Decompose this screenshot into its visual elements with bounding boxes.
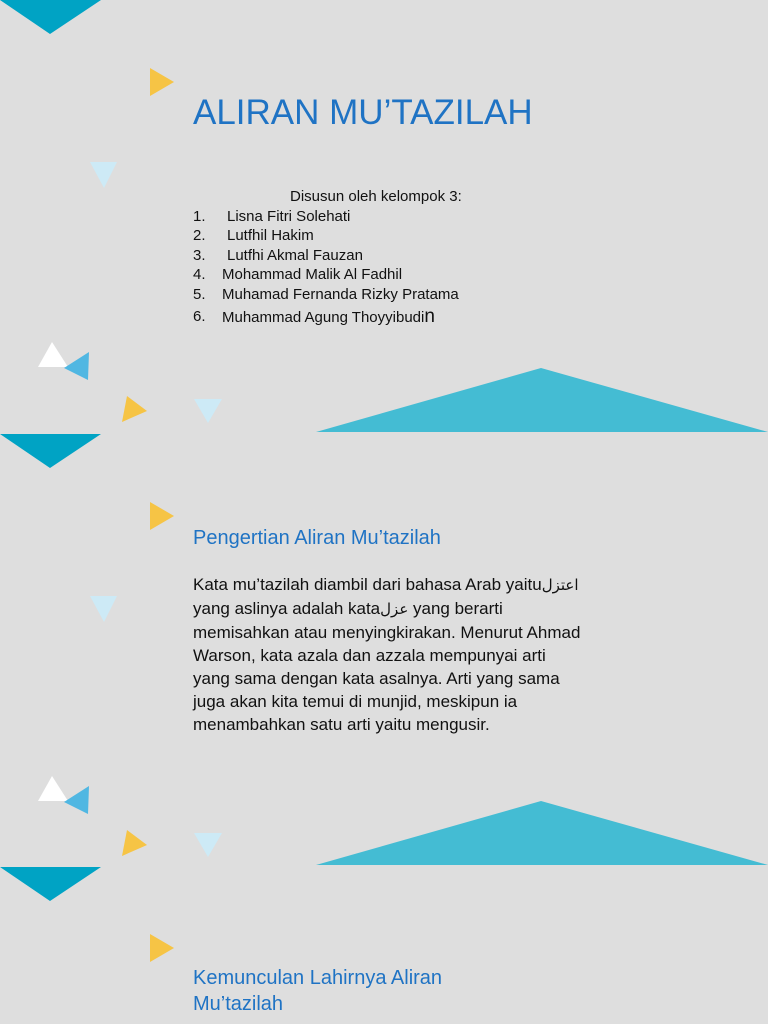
yellow-small-triangle-2 <box>122 396 147 422</box>
slide-1 <box>0 0 768 434</box>
arabic-word-2: عزل <box>380 600 409 618</box>
member-number: 3. <box>193 246 206 264</box>
member-name: Mohammad Malik Al Fadhil <box>222 266 403 284</box>
member-name: Lutfhil Hakim <box>227 227 314 245</box>
member-number: 5. <box>193 285 206 303</box>
member-number: 1. <box>193 208 206 225</box>
pale-blue-small-triangle-2 <box>194 833 222 857</box>
member-number: 4. <box>193 266 206 284</box>
paragraph-text-1: Kata mu’tazilah diambil dari bahasa Arab yaitu <box>193 575 542 594</box>
yellow-small-triangle <box>150 502 174 530</box>
member-name: Lisna Fitri Solehati <box>227 208 351 225</box>
slide-1-decorations <box>0 0 768 434</box>
member-name: Muhamad Fernanda Rizky Pratama <box>222 285 459 303</box>
member-number: 6. <box>193 307 206 325</box>
section-heading-kemunculan: Kemunculan Lahirnya Aliran Mu’tazilah <box>193 967 443 1015</box>
member-name-tail: n <box>424 305 435 327</box>
pale-blue-small-triangle <box>90 596 117 622</box>
member-name <box>222 307 435 327</box>
paragraph-text-2: yang aslinya adalah kata <box>193 599 381 618</box>
teal-top-triangle <box>0 434 101 468</box>
white-small-triangle <box>38 776 68 801</box>
teal-large-triangle <box>316 368 768 432</box>
member-name-main: Muhammad Agung Thoyyibudi <box>222 308 425 326</box>
yellow-small-triangle <box>150 934 174 962</box>
blue-small-triangle <box>64 786 89 814</box>
presentation-title: ALIRAN MU’TAZILAH <box>193 93 533 132</box>
white-small-triangle <box>38 342 68 367</box>
arabic-word-1: اعتزل <box>541 576 579 594</box>
member-number: 2. <box>193 227 206 245</box>
teal-top-triangle <box>0 867 101 901</box>
yellow-small-triangle <box>150 68 174 96</box>
yellow-small-triangle-2 <box>122 830 147 856</box>
member-name: Lutfhi Akmal Fauzan <box>227 246 363 264</box>
teal-top-triangle <box>0 0 101 34</box>
pale-blue-small-triangle-2 <box>194 399 222 423</box>
pale-blue-small-triangle <box>90 162 117 188</box>
paragraph-text-3: yang berarti memisahkan atau menyingkirakan. Menurut Ahmad Warson, kata azala dan azzala mempunyai arti yang sama dengan kata asalnya. Arti yang sama juga akan kita temui di munjid, meskipun ia menambahkan satu arti yaitu mengusir. <box>193 599 581 734</box>
blue-small-triangle <box>64 352 89 380</box>
definition-paragraph <box>193 573 583 736</box>
credits-heading: Disusun oleh kelompok 3: <box>290 188 462 205</box>
section-heading-pengertian: Pengertian Aliran Mu’tazilah <box>193 527 441 549</box>
teal-large-triangle <box>316 801 768 865</box>
